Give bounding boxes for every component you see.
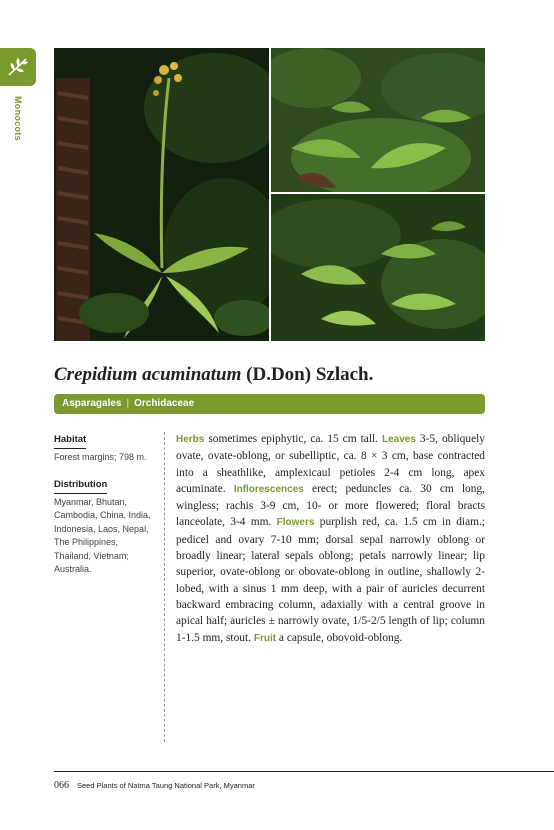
habitat-heading: Habitat bbox=[54, 433, 86, 449]
herbs-label: Herbs bbox=[176, 434, 205, 445]
species-title bbox=[54, 364, 373, 386]
taxonomy-family: Orchidaceae bbox=[134, 398, 195, 409]
taxonomy-order: Asparagales bbox=[62, 398, 122, 409]
fruit-label: Fruit bbox=[253, 632, 277, 644]
footer-rule bbox=[54, 771, 554, 772]
species-description bbox=[176, 431, 485, 647]
species-author: (D.Don) Szlach. bbox=[246, 364, 374, 385]
inflorescences-label: Inflorescences bbox=[233, 483, 304, 495]
book-title: Seed Plants of Natma Taung National Park, Myanmar bbox=[77, 781, 255, 790]
section-label: Monocots bbox=[13, 96, 23, 141]
taxonomy-bar bbox=[54, 394, 485, 414]
habitat-photo-top bbox=[271, 48, 485, 192]
species-name: Crepidium acuminatum bbox=[54, 364, 242, 385]
distribution-text: Myanmar, Bhutan, Cambodia, China, India, Indonesia, Laos, Nepal, The Philippines, Thailand, Vietnam; Australia. bbox=[54, 496, 151, 574]
herbs-text: sometimes epiphytic, ca. 15 cm tall. bbox=[204, 433, 382, 445]
flowering-plant-photo bbox=[54, 48, 269, 341]
flowers-label: Flowers bbox=[276, 517, 315, 529]
habitat-text: Forest margins; 798 m. bbox=[54, 451, 147, 462]
page-number: 066 bbox=[54, 780, 69, 791]
habitat-photo-bottom bbox=[271, 194, 485, 341]
page-footer bbox=[54, 780, 255, 791]
leaf-sprig-icon bbox=[6, 55, 30, 79]
column-divider bbox=[164, 432, 165, 742]
section-tab bbox=[0, 48, 36, 86]
leaves-text: 3-5, obliquely ovate, ovate-oblong, or subelliptic, ca. 8 × 3 cm, base contracted into a sheathlike, amplexicaul petioles 2-4 cm long, apex acuminate. bbox=[176, 433, 485, 495]
leaves-label: Leaves bbox=[382, 434, 416, 445]
inflorescences-text: erect; peduncles ca. 30 cm long, wingless; rachis 3-9 cm, 10- or more flowered; floral bracts lanceolate, 3-4 mm. bbox=[176, 482, 485, 529]
distribution-heading: Distribution bbox=[54, 478, 107, 494]
info-column bbox=[54, 433, 154, 591]
flowers-text: purplish red, ca. 1.5 cm in diam.; pedicel and ovary 7-10 mm; dorsal sepal narrowly oblong or broadly linear; lateral sepals oblong; petals narrowly linear; lip superior, ovate-oblong or obovate-oblong in outline, shallowly 2-lobed, with a sinus 1 mm deep, with a pair of auricles decurrent backward embracing column, adaxially with a central groove in apical half; auricles ± narrowly ovate, 1/5-2/5 length of lip; column 1-1.5 mm, stout. bbox=[176, 516, 485, 644]
fruit-text: a capsule, obovoid-oblong. bbox=[276, 631, 403, 644]
taxonomy-separator: | bbox=[126, 398, 130, 409]
